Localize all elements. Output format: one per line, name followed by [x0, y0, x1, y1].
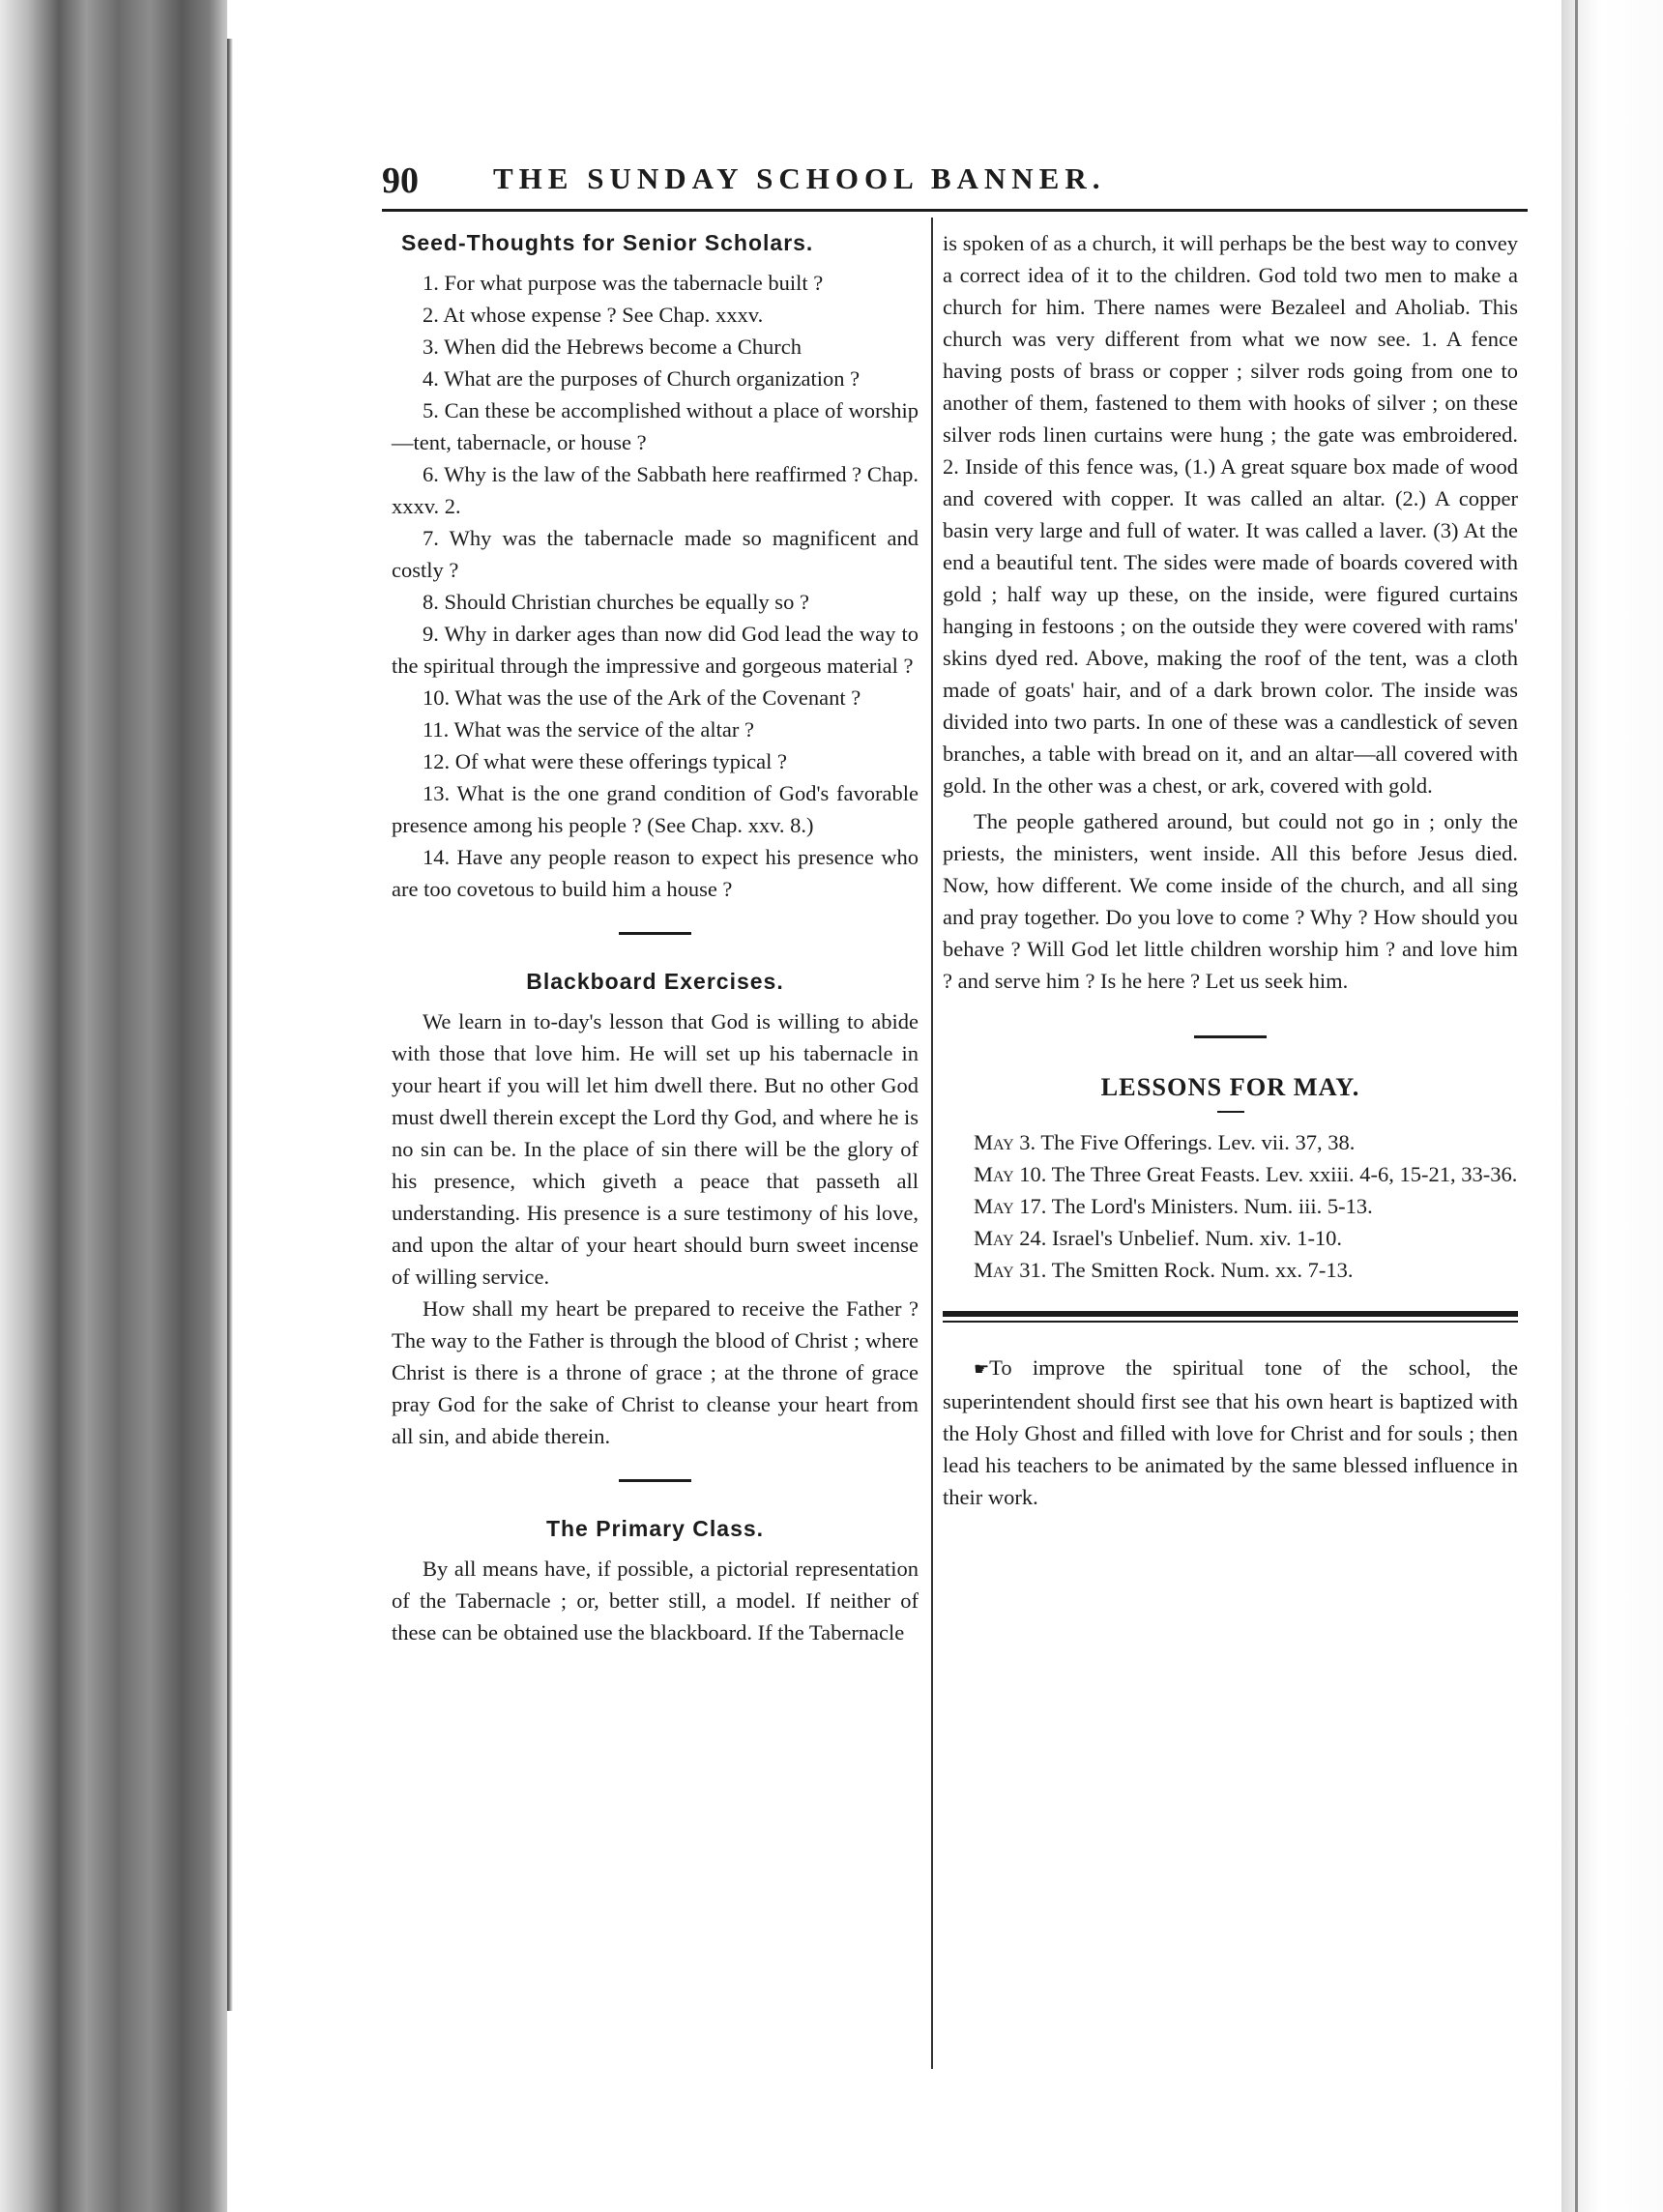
journal-title: THE SUNDAY SCHOOL BANNER.: [493, 161, 1106, 195]
header-rule: [382, 209, 1528, 212]
primary-paragraph: The people gathered around, but could not go in ; only the priests, the ministers, went inside. All this before Jesus died. Now, how different. We come inside of the church, and all sing and pray together. Do you love to come ? Why ? How should you behave ? Will God let little children worship him ? and love him ? and serve him ? Is he here ? Let us seek him.: [943, 809, 1518, 993]
double-rule: [943, 1311, 1518, 1323]
note-text: To improve the spiritual tone of the school, the superintendent should first see that his own heart is baptized with the Holy Ghost and filled with love for Christ and for souls ; then lead his teachers to be animated by the same blessed influence in their work.: [943, 1355, 1518, 1509]
question-item: 6. Why is the law of the Sabbath here reaffirmed ? Chap. xxxv. 2.: [392, 462, 919, 518]
book-page-edges: [0, 0, 227, 2212]
question-item: 13. What is the one grand condition of God's favorable presence among his people ? (See Chap. xxv. 8.): [392, 781, 919, 837]
question-item: 4. What are the purposes of Church organization ?: [423, 366, 861, 391]
question-item: 5. Can these be accomplished without a place of worship—tent, tabernacle, or house ?: [392, 398, 919, 454]
lesson-date: May 3.: [974, 1130, 1036, 1154]
question-item: 7. Why was the tabernacle made so magnificent and costly ?: [392, 526, 919, 582]
lesson-date: May 24.: [974, 1226, 1047, 1250]
question-item: 11. What was the service of the altar ?: [423, 717, 754, 742]
column-divider: [931, 218, 933, 2069]
lesson-date: May 17.: [974, 1194, 1047, 1218]
pointing-hand-icon: ☛: [974, 1359, 990, 1379]
lesson-text: Israel's Unbelief. Num. xiv. 1-10.: [1052, 1226, 1343, 1250]
primary-class-heading: The Primary Class.: [545, 1516, 765, 1541]
question-item: 14. Have any people reason to expect his presence who are too covetous to build him a house ?: [392, 845, 919, 901]
section-rule: [619, 1479, 691, 1482]
right-column: [943, 227, 1518, 1513]
lesson-item: [943, 1190, 1518, 1222]
blackboard-paragraph: How shall my heart be prepared to receive the Father ? The way to the Father is through the blood of Christ ; where Christ is there is a throne of grace ; at the throne of grace pray God for the sake of Christ to cleanse your heart from all sin, and abide therein.: [392, 1296, 919, 1448]
facing-page-edge: [1561, 0, 1663, 2212]
blackboard-heading: Blackboard Exercises.: [526, 969, 784, 994]
section-rule: [619, 932, 691, 935]
lesson-item: [943, 1126, 1518, 1158]
lesson-date: May 10.: [974, 1162, 1047, 1186]
question-item: 9. Why in darker ages than now did God lead the way to the spiritual through the impressive and gorgeous material ?: [392, 622, 919, 678]
question-item: 2. At whose expense ? See Chap. xxxv.: [423, 303, 764, 327]
lesson-text: The Five Offerings. Lev. vii. 37, 38.: [1040, 1130, 1356, 1154]
section-rule: [1194, 1035, 1267, 1038]
question-item: 8. Should Christian churches be equally so ?: [423, 590, 809, 614]
question-item: 10. What was the use of the Ark of the Covenant ?: [423, 685, 861, 710]
page-number: 90: [382, 160, 419, 201]
lesson-date: May 31.: [974, 1258, 1047, 1282]
book-page: [227, 0, 1561, 2212]
primary-paragraph: By all means have, if possible, a pictorial representation of the Tabernacle ; or, better still, a model. If neither of these can be obtained use the blackboard. If the Tabernacle: [392, 1557, 919, 1644]
lesson-text: The Lord's Ministers. Num. iii. 5-13.: [1051, 1194, 1373, 1218]
left-column: [392, 227, 919, 1648]
blackboard-paragraph: We learn in to-day's lesson that God is willing to abide with those that love him. He will set up his tabernacle in your heart if you will let him dwell there. But no other God must dwell therein except the Lord thy God, and where he is no sin can be. In the place of sin there will be the glory of his presence, which giveth a peace that passeth all understanding. His presence is a sure testimony of his love, and upon the altar of your heart should burn sweet incense of willing service.: [392, 1009, 919, 1289]
lessons-rule: [1217, 1111, 1244, 1113]
question-list: [392, 267, 919, 905]
lesson-text: The Three Great Feasts. Lev. xxiii. 4-6, 15-21, 33-36.: [1051, 1162, 1518, 1186]
lessons-heading: LESSONS FOR MAY.: [1100, 1073, 1360, 1101]
note-paragraph: [943, 1352, 1518, 1513]
seed-thoughts-heading: Seed-Thoughts for Senior Scholars.: [401, 230, 814, 255]
question-item: 12. Of what were these offerings typical ?: [423, 749, 787, 773]
lesson-item: [943, 1254, 1518, 1286]
question-item: 3. When did the Hebrews become a Church: [423, 335, 802, 359]
lesson-item: [943, 1222, 1518, 1254]
running-head: [382, 160, 1528, 200]
lesson-item: [943, 1158, 1518, 1190]
lesson-text: The Smitten Rock. Num. xx. 7-13.: [1051, 1258, 1354, 1282]
question-item: 1. For what purpose was the tabernacle built ?: [423, 271, 824, 295]
primary-paragraph-continued: is spoken of as a church, it will perhaps be the best way to convey a correct idea of it to the children. God told two men to make a church for him. There names were Bezaleel and Aholiab. This church was very different from what we now see. 1. A fence having posts of brass or copper ; silver rods going from one to another of them, fastened to them with hooks of silver ; on these silver rods linen curtains were hung ; the gate was embroidered. 2. Inside of this fence was, (1.) A great square box made of wood and covered with copper. It was called an altar. (2.) A copper basin very large and full of water. It was called a laver. (3) At the end a beautiful tent. The sides were made of boards covered with gold ; half way up these, on the inside, were figured curtains hanging in festoons ; on the outside they were covered with rams' skins dyed red. Above, making the roof of the tent, was a cloth made of goats' hair, and of a dark brown color. The inside was divided into two parts. In one of these was a candlestick of seven branches, a table with bread on it, and an altar—all covered with gold. In the other was a chest, or ark, covered with gold.: [943, 231, 1518, 798]
